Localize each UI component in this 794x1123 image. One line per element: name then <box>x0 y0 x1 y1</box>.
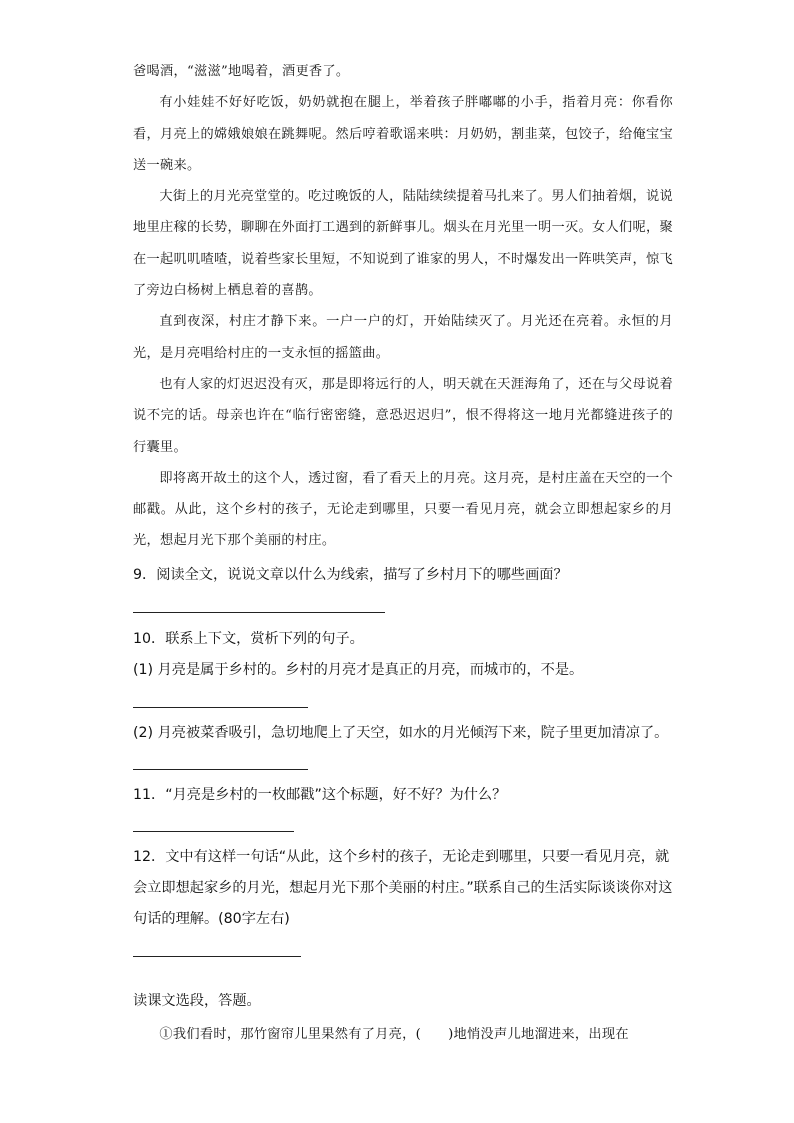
question-11 <box>133 780 673 811</box>
answer-line-10-1[interactable] <box>133 707 308 708</box>
section2-paragraph-1: ①我们看时，那竹窗帘儿里果然有了月亮，( )地悄没声儿地溜进来，出现在 <box>159 1027 629 1042</box>
question-10 <box>133 624 673 655</box>
passage-paragraph-6: 即将离开故土的这个人，透过窗，看了看天上的月亮。这月亮，是村庄盖在天空的一个邮戳。从此，这个乡村的孩子，无论走到哪里，只要一看见月亮，就会立即想起家乡的月光，想起月光下那个美丽的村庄。 <box>133 470 673 549</box>
question-12 <box>133 842 673 935</box>
question-11-text: 11．“月亮是乡村的一枚邮戳”这个标题，好不好？为什么？ <box>133 787 507 803</box>
answer-line-12[interactable] <box>133 956 301 957</box>
question-10-2 <box>133 718 673 749</box>
question-10-1-text: (1) 月亮是属于乡村的。乡村的月亮才是真正的月亮，而城市的，不是。 <box>133 662 584 678</box>
answer-line-11[interactable] <box>133 831 294 832</box>
question-10-2-text: (2) 月亮被菜香吸引，急切地爬上了天空，如水的月光倾泻下来，院子里更加清凉了。 <box>133 725 669 741</box>
reading-passage <box>133 56 673 557</box>
answer-line-9[interactable] <box>133 612 385 613</box>
question-9-text: 9．阅读全文，说说文章以什么为线索，描写了乡村月下的哪些画面？ <box>133 567 568 583</box>
section2-intro <box>133 986 673 1017</box>
question-9 <box>133 560 673 591</box>
section2-passage <box>133 1019 673 1050</box>
passage-paragraph-3: 大街上的月光亮堂堂的。吃过晚饭的人，陆陆续续提着马扎来了。男人们抽着烟，说说地里庄稼的长势，聊聊在外面打工遇到的新鲜事儿。烟头在月光里一明一灭。女人们呢，聚在一起叽叽喳喳，说着些家长里短，不知说到了谁家的男人，不时爆发出一阵哄笑声，惊飞了旁边白杨树上栖息着的喜鹊。 <box>133 189 673 299</box>
answer-line-10-2[interactable] <box>133 769 308 770</box>
question-10-1 <box>133 655 673 686</box>
passage-paragraph-1: 爸喝酒，“滋滋”地喝着，酒更香了。 <box>133 64 350 79</box>
section2-intro-text: 读课文选段，答题。 <box>133 993 261 1009</box>
question-10-text: 10．联系上下文，赏析下列的句子。 <box>133 631 364 647</box>
passage-paragraph-4: 直到夜深，村庄才静下来。一户一户的灯，开始陆续灭了。月光还在亮着。永恒的月光，是月亮唱给村庄的一支永恒的摇篮曲。 <box>133 314 673 361</box>
passage-paragraph-2: 有小娃娃不好好吃饭，奶奶就抱在腿上，举着孩子胖嘟嘟的小手，指着月亮：你看你看，月亮上的嫦娥娘娘在跳舞呢。然后哼着歌谣来哄：月奶奶，割韭菜，包饺子，给俺宝宝送一碗来。 <box>133 95 673 173</box>
question-12-text: 12．文中有这样一句话“从此，这个乡村的孩子，无论走到哪里，只要一看见月亮，就会立即想起家乡的月光，想起月光下那个美丽的村庄。”联系自己的生活实际谈谈你对这句话的理解。(80字左右) <box>133 849 673 927</box>
passage-paragraph-5: 也有人家的灯迟迟没有灭，那是即将远行的人，明天就在天涯海角了，还在与父母说着说不完的话。母亲也许在“临行密密缝，意恐迟迟归”，恨不得将这一地月光都缝进孩子的行囊里。 <box>133 376 673 455</box>
